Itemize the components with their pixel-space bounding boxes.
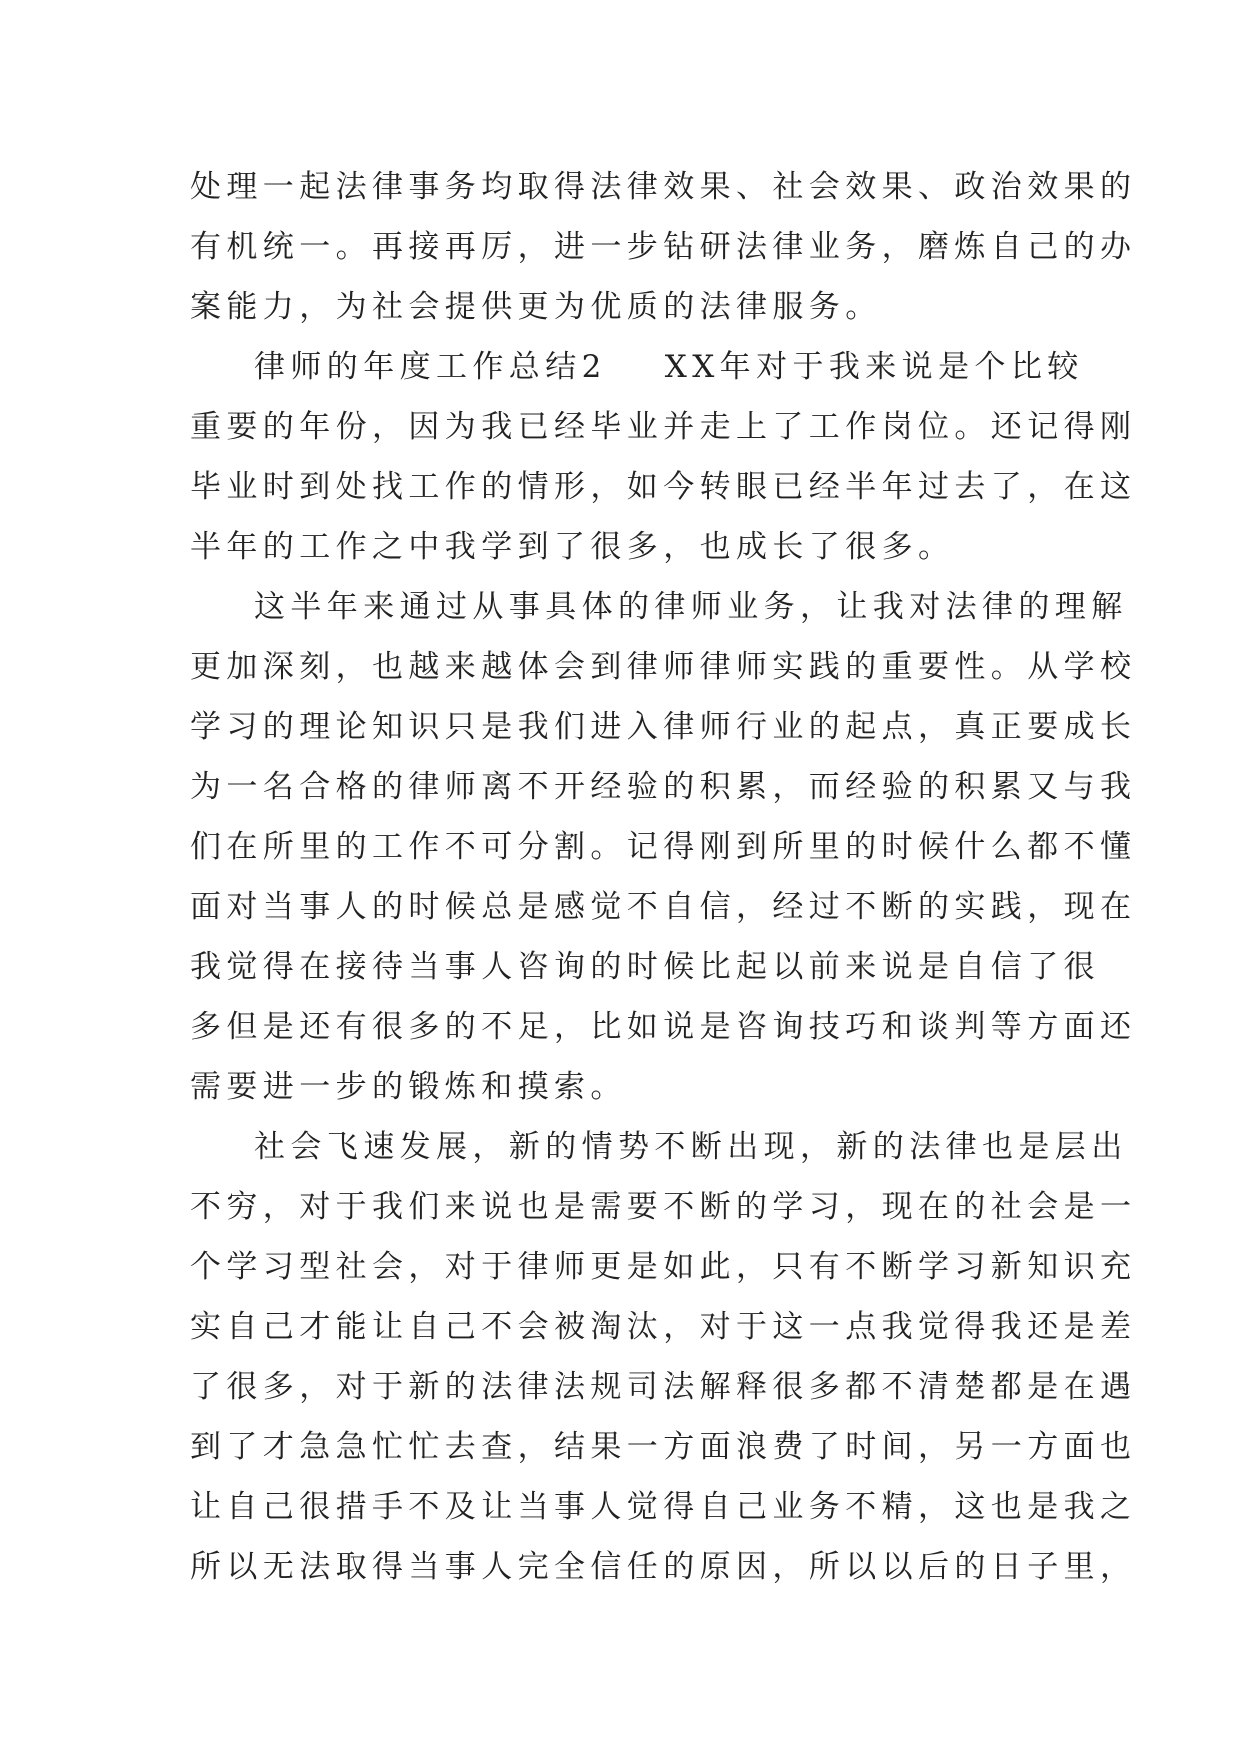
- text-line: 处理一起法律事务均取得法律效果、社会效果、政治效果的: [190, 169, 1137, 205]
- body-text: [190, 157, 1137, 1597]
- text-line: 不穷，对于我们来说也是需要不断的学习，现在的社会是一: [190, 1189, 1137, 1225]
- text-line-segment: XX年对于我来说是个比较: [664, 349, 1084, 385]
- text-line: 我觉得在接待当事人咨询的时候比起以前来说是自信了很: [190, 949, 1100, 985]
- text-line: 为一名合格的律师离不开经验的积累，而经验的积累又与我: [190, 769, 1137, 805]
- text-line: 这半年来通过从事具体的律师业务，让我对法律的理解: [254, 589, 1128, 625]
- text-line: 个学习型社会，对于律师更是如此，只有不断学习新知识充: [190, 1249, 1137, 1285]
- text-line: 了很多，对于新的法律法规司法解释很多都不清楚都是在遇: [190, 1369, 1137, 1405]
- text-line: 们在所里的工作不可分割。记得刚到所里的时候什么都不懂: [190, 829, 1137, 865]
- text-line: 毕业时到处找工作的情形，如今转眼已经半年过去了，在这: [190, 469, 1137, 505]
- text-line: 学习的理论知识只是我们进入律师行业的起点，真正要成长: [190, 709, 1137, 745]
- text-line: 重要的年份，因为我已经毕业并走上了工作岗位。还记得刚: [190, 409, 1137, 445]
- text-line: 所以无法取得当事人完全信任的原因，所以以后的日子里，: [190, 1549, 1137, 1585]
- text-line: 到了才急急忙忙去查，结果一方面浪费了时间，另一方面也: [190, 1429, 1137, 1465]
- section-heading-line: [190, 337, 1084, 397]
- text-line: 半年的工作之中我学到了很多，也成长了很多。: [190, 529, 955, 565]
- text-line: 更加深刻，也越来越体会到律师律师实践的重要性。从学校: [190, 649, 1137, 685]
- section-heading: 律师的年度工作总结2: [254, 349, 607, 385]
- text-line: 需要进一步的锻炼和摸索。: [190, 1069, 627, 1105]
- text-line: 实自己才能让自己不会被淘汰，对于这一点我觉得我还是差: [190, 1309, 1137, 1345]
- text-line: 多但是还有很多的不足，比如说是咨询技巧和谈判等方面还: [190, 1009, 1137, 1045]
- text-line: 社会飞速发展，新的情势不断出现，新的法律也是层出: [254, 1129, 1128, 1165]
- text-line: 有机统一。再接再厉，进一步钻研法律业务，磨炼自己的办: [190, 229, 1137, 265]
- text-line: 案能力，为社会提供更为优质的法律服务。: [190, 289, 882, 325]
- text-line: 面对当事人的时候总是感觉不自信，经过不断的实践，现在: [190, 889, 1137, 925]
- text-line: 让自己很措手不及让当事人觉得自己业务不精，这也是我之: [190, 1489, 1137, 1525]
